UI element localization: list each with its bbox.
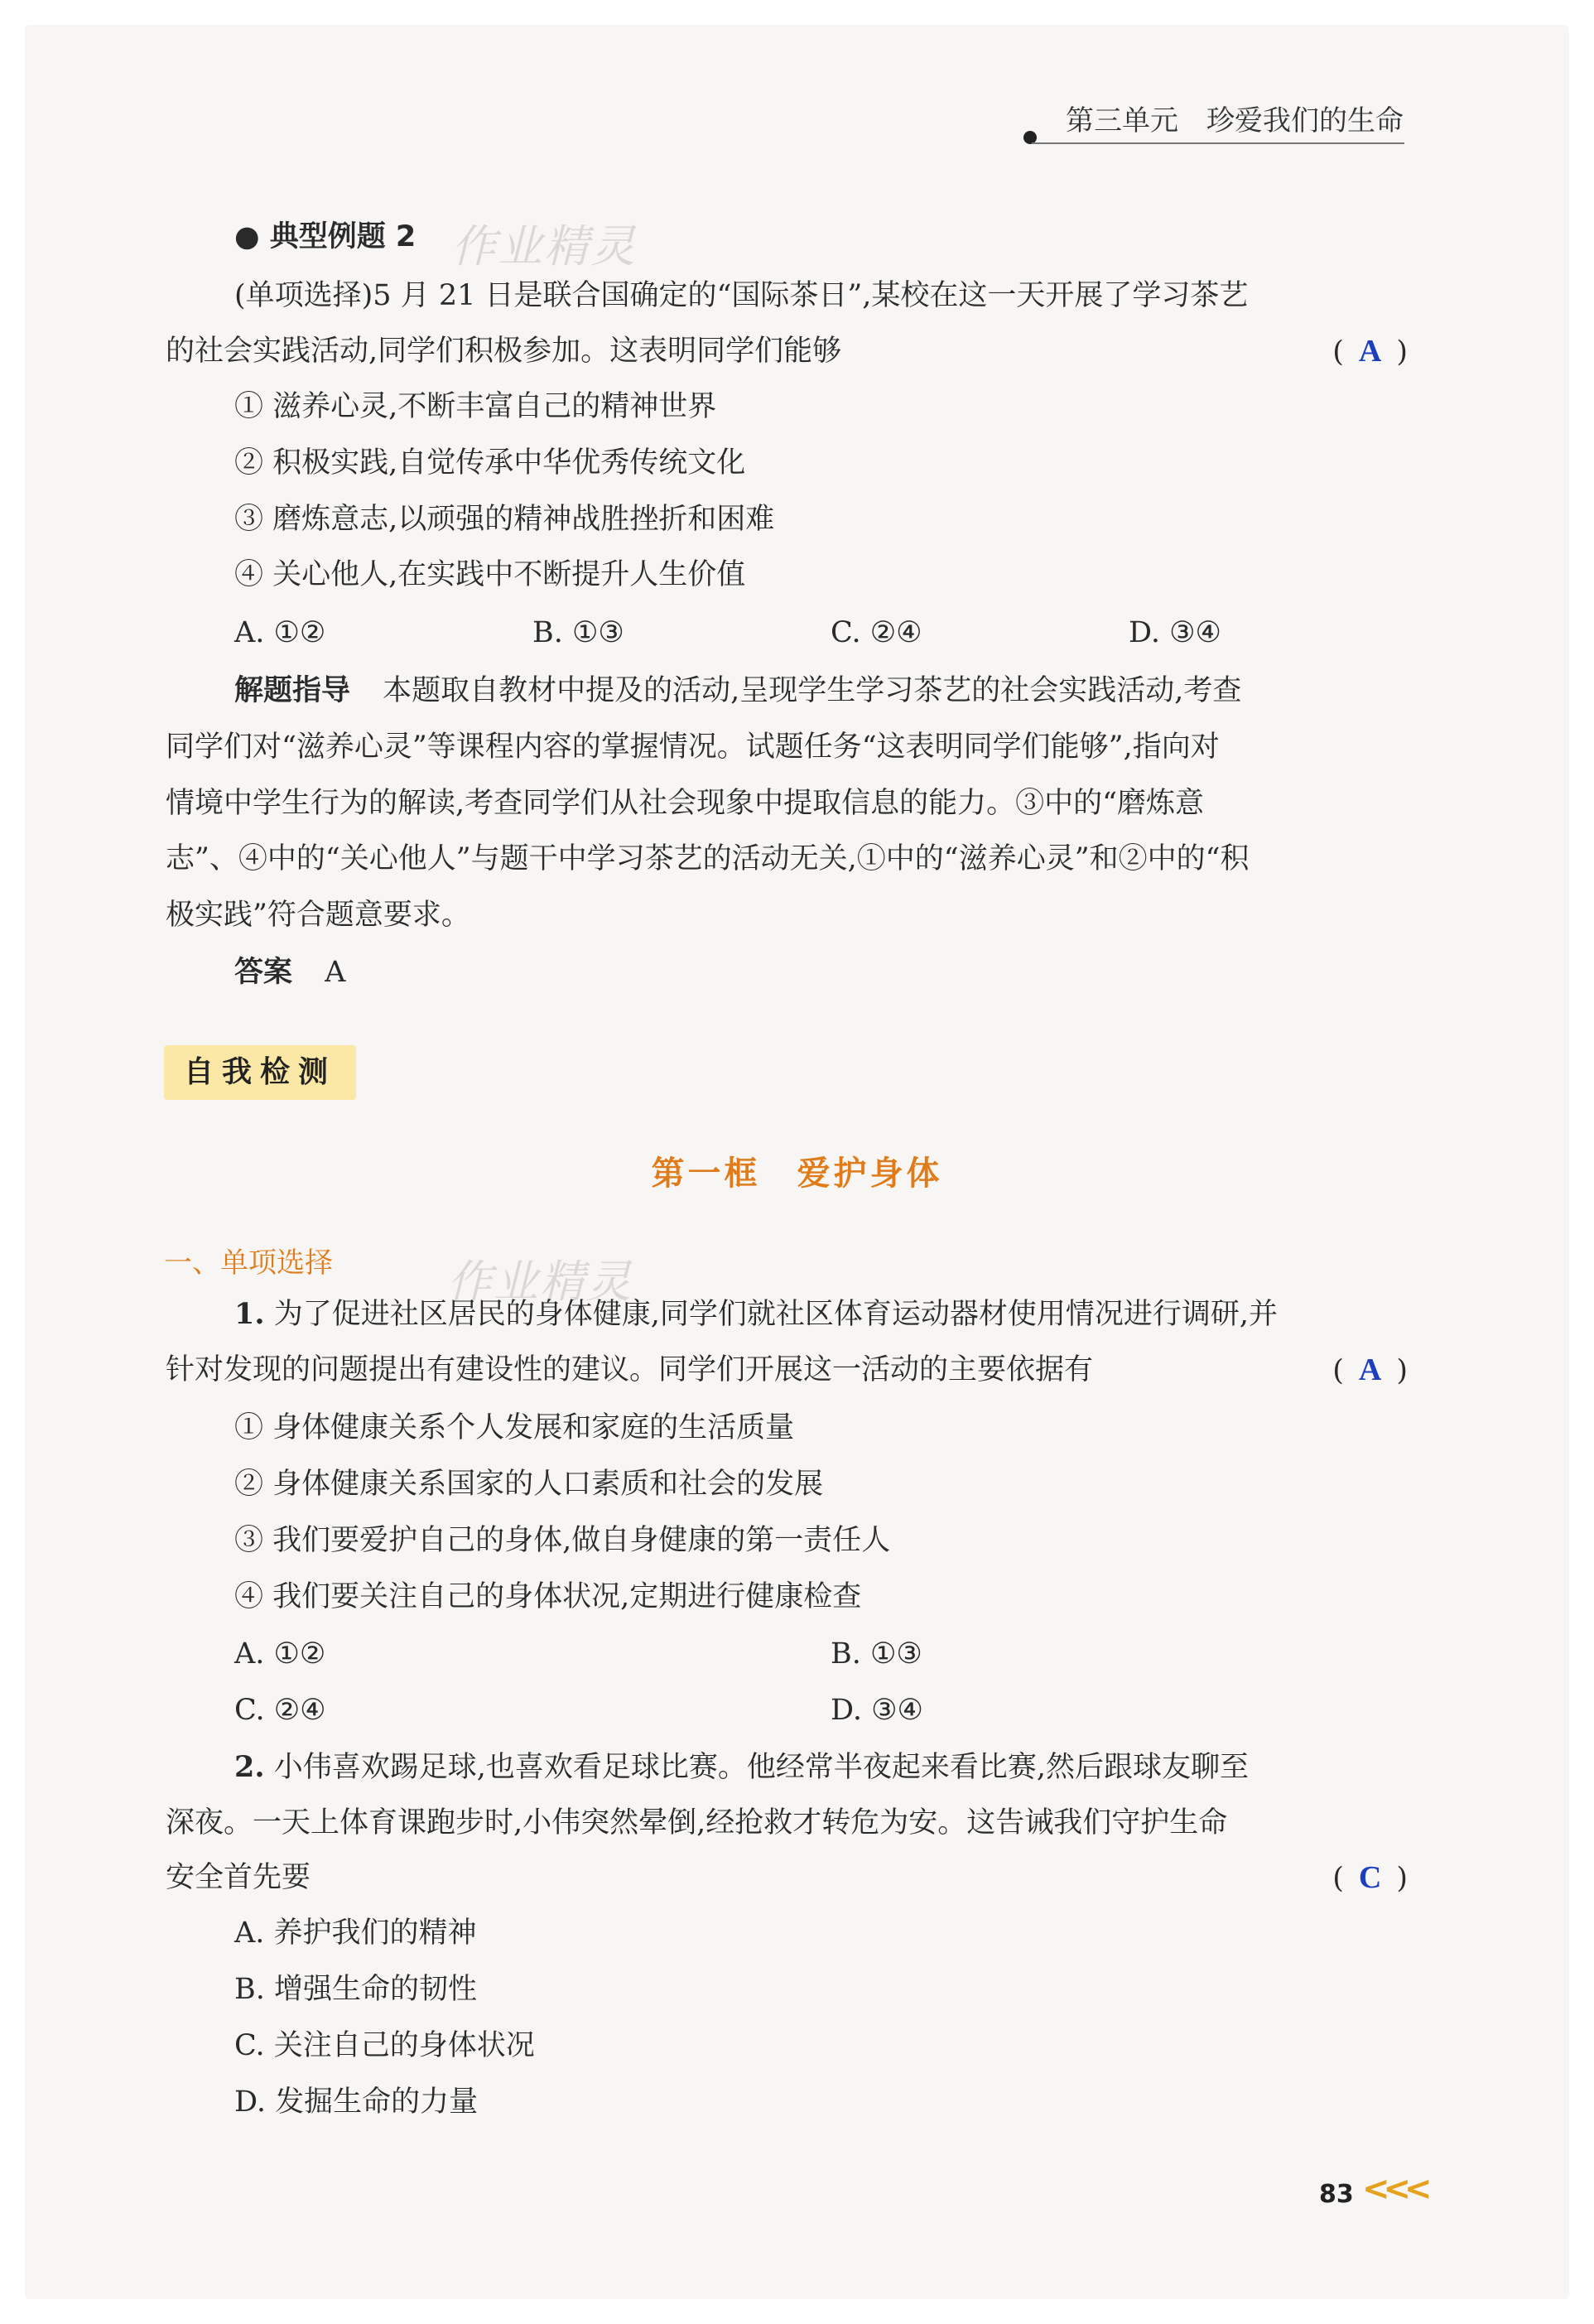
running-header: 第三单元 珍爱我们的生命 — [1066, 104, 1404, 137]
guide-line2: 同学们对“滋养心灵”等课程内容的掌握情况。试题任务“这表明同学们能够”,指向对 — [166, 730, 1220, 764]
answer-mark: A — [1358, 1352, 1382, 1387]
guide-line4: 志”、④中的“关心他人”与题干中学习茶艺的活动无关,①中的“滋养心灵”和②中的“积 — [166, 842, 1250, 875]
q1-item-3: ③ 我们要爱护自己的身体,做自身健康的第一责任人 — [234, 1524, 891, 1557]
option-b: B. ①③ — [532, 616, 624, 649]
page-number: 83 — [1319, 2180, 1354, 2209]
q2-line3-text: 安全首先要 — [166, 1861, 311, 1894]
answer-line — [234, 952, 1476, 992]
option-a: A. ①② — [234, 616, 326, 649]
q2-number: 2. — [234, 1750, 265, 1784]
example-item-4: ④ 关心他人,在实践中不断提升人生价值 — [234, 558, 746, 591]
q1-line1-text: 为了促进社区居民的身体健康,同学们就社区体育运动器材使用情况进行调研,并 — [273, 1298, 1278, 1331]
guide-line3: 情境中学生行为的解读,考查同学们从社会现象中提取信息的能力。③中的“磨炼意 — [166, 787, 1205, 820]
example-stem-text: 的社会实践活动,同学们积极参加。这表明同学们能够 — [166, 335, 842, 368]
q1-item-2: ② 身体健康关系国家的人口素质和社会的发展 — [234, 1468, 824, 1501]
q1-line2-text: 针对发现的问题提出有建设性的建议。同学们开展这一活动的主要依据有 — [166, 1353, 1094, 1386]
answer-label: 答案 — [234, 956, 293, 989]
answer-mark: A — [1358, 334, 1382, 369]
self-check-badge: 自我检测 — [164, 1045, 356, 1100]
example-heading-text: 典型例题 2 — [269, 220, 417, 253]
q1-line1 — [234, 1295, 1476, 1334]
option-c: C. ②④ — [234, 1694, 326, 1727]
q1-item-1: ① 身体健康关系个人发展和家庭的生活质量 — [234, 1411, 795, 1444]
example-stem-line2 — [166, 331, 1408, 371]
option-b: B. ①③ — [831, 1637, 922, 1671]
q2-line1 — [234, 1748, 1476, 1787]
q2-line1-text: 小伟喜欢踢足球,也喜欢看足球比赛。他经常半夜起来看比赛,然后跟球友聊至 — [273, 1751, 1249, 1784]
q2-option-d: D. 发掘生命的力量 — [234, 2085, 479, 2119]
answer-bracket: ( C ) — [1332, 1860, 1408, 1895]
answer-bracket: ( A ) — [1332, 1352, 1408, 1387]
watermark: 作业精灵 — [451, 220, 637, 272]
example-heading — [234, 217, 1476, 257]
example-stem-line1: (单项选择)5 月 21 日是联合国确定的“国际茶日”,某校在这一天开展了学习茶艺 — [234, 279, 1249, 312]
answer-value: A — [325, 956, 346, 989]
watermark: 作业精灵 — [447, 1256, 633, 1308]
chevrons-left-icon: <<< — [1362, 2170, 1426, 2208]
guide-line5: 极实践”符合题意要求。 — [166, 899, 470, 932]
example-item-1: ① 滋养心灵,不断丰富自己的精神世界 — [234, 390, 717, 423]
section-subhead: 一、单项选择 — [164, 1246, 333, 1280]
option-c: C. ②④ — [831, 616, 922, 649]
q2-option-b: B. 增强生命的韧性 — [234, 1973, 477, 2006]
q1-line2 — [166, 1350, 1408, 1390]
q2-option-c: C. 关注自己的身体状况 — [234, 2029, 535, 2062]
example-item-3: ③ 磨炼意志,以顽强的精神战胜挫折和困难 — [234, 503, 775, 536]
guide-line1 — [234, 671, 1476, 711]
bullet-icon: ● — [234, 220, 260, 253]
answer-bracket: ( A ) — [1332, 334, 1408, 369]
guide-label: 解题指导 — [234, 674, 351, 707]
q2-line3 — [166, 1858, 1408, 1897]
example-item-2: ② 积极实践,自觉传承中华优秀传统文化 — [234, 446, 746, 480]
answer-mark: C — [1358, 1860, 1382, 1895]
guide-text: 本题取自教材中提及的活动,呈现学生学习茶艺的社会实践活动,考查 — [383, 674, 1242, 707]
section-title: 第一框 爱护身体 — [651, 1155, 943, 1193]
q2-line2: 深夜。一天上体育课跑步时,小伟突然晕倒,经抢救才转危为安。这告诫我们守护生命 — [166, 1806, 1228, 1839]
q1-number: 1. — [234, 1297, 265, 1331]
option-a: A. ①② — [234, 1637, 326, 1671]
q1-item-4: ④ 我们要关注自己的身体状况,定期进行健康检查 — [234, 1580, 862, 1613]
option-d: D. ③④ — [831, 1694, 923, 1727]
q2-option-a: A. 养护我们的精神 — [234, 1917, 477, 1950]
option-d: D. ③④ — [1129, 616, 1221, 649]
header-rule — [1032, 142, 1404, 144]
